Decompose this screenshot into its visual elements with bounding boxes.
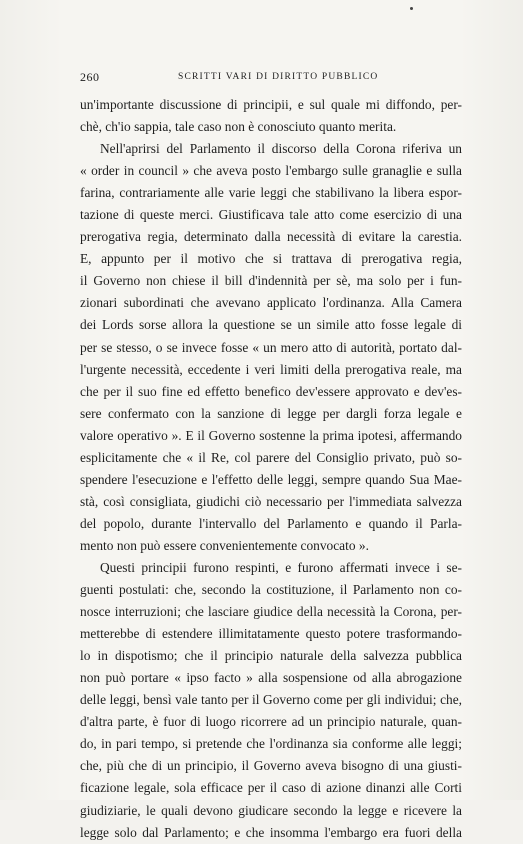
text-line: spendere l'esecuzione e l'effetto delle leggi, sempre quando Sua Mae- — [80, 471, 462, 487]
text-line: do, in pari tempo, si pretende che l'ordinanza sia conforme alle leggi; — [80, 736, 462, 752]
text-line: che per il suo fine ed effetto benefico dev'essere approvato e dev'es- — [80, 383, 462, 399]
text-line: delle leggi, bensì vale tanto per il Governo come per gli individui; che, — [80, 692, 462, 708]
text-line: l'urgente necessità, eccedente i veri limiti della prerogativa reale, ma — [80, 361, 462, 377]
text-line: sere confermato con la sanzione di legge per dargli forza legale e — [80, 405, 462, 421]
page-header — [80, 70, 460, 86]
text-line: del popolo, durante l'intervallo del Parlamento e quando il Parla- — [80, 515, 462, 531]
text-line: stà, così consigliata, giudichi ciò necessario per l'immediata salvezza — [80, 493, 462, 509]
print-speck — [410, 7, 413, 10]
text-line: il Governo non chiese il bill d'indennità per sè, ma solo per i fun- — [80, 273, 462, 289]
text-line: d'altra parte, è fuor di luogo ricorrere ad un principio naturale, quan- — [80, 714, 462, 730]
text-line: giudiziarie, le quali devono giudicare secondo la legge e ricevere la — [80, 802, 462, 818]
text-line: esplicitamente che « il Re, col parere del Consiglio privato, può so- — [80, 449, 462, 465]
paragraph — [80, 138, 462, 557]
text-line: un'importante discussione di principii, e sul quale mi diffondo, per- — [80, 97, 462, 112]
paragraph — [80, 557, 462, 844]
text-line: nosce interruzioni; che lasciare giudice della necessità la Corona, per- — [80, 604, 462, 620]
paragraph — [80, 94, 462, 138]
running-title: SCRITTI VARI DI DIRITTO PUBBLICO — [178, 72, 379, 82]
text-line: farina, contrariamente alle varie leggi che stabilivano la libera espor- — [80, 185, 462, 201]
text-line: ficazione legale, sola efficace per il caso di azione dinanzi alle Corti — [80, 780, 462, 796]
text-line: « order in council » che aveva posto l'embargo sulle granaglie e sulla — [80, 163, 462, 179]
text-line: per se stesso, o se invece fosse « un mero atto di autorità, portato dal- — [80, 339, 462, 355]
text-line: Nell'aprirsi del Parlamento il discorso della Corona riferiva un — [100, 141, 462, 157]
text-line: Questi principii furono respinti, e furono affermati invece i se- — [100, 559, 462, 575]
text-line: lo in dispotismo; che il principio naturale della salvezza pubblica — [80, 648, 462, 664]
text-line: prerogativa regia, determinato dalla necessità di evitare la carestia. — [80, 229, 462, 245]
page-number: 260 — [80, 70, 100, 84]
text-line: valore operativo ». E il Governo sostenne la prima ipotesi, affermando — [80, 427, 462, 443]
text-line: chè, ch'io sappia, tale caso non è conosciuto quanto merita. — [80, 119, 397, 135]
text-line: metterebbe di estendere illimitatamente questo potere trasformando- — [80, 626, 462, 642]
text-line: mento non può essere convenientemente convocato ». — [80, 537, 369, 553]
text-line: legge solo dal Parlamento; e che insomma l'embargo era fuori della — [80, 824, 462, 840]
text-line: che, più che di un principio, il Governo aveva bisogno di una giusti- — [80, 758, 462, 774]
text-line: guenti postulati: che, secondo la costituzione, il Parlamento non co- — [80, 582, 462, 598]
text-line: non può portare « ipso facto » alla sospensione od alla abrogazione — [80, 670, 462, 686]
text-line: dei Lords sorse allora la questione se un simile atto fosse legale di — [80, 317, 462, 333]
text-line: E, appunto per il motivo che si trattava di prerogativa regia, — [80, 251, 462, 267]
text-line: zionari subordinati che avevano applicato l'ordinanza. Alla Camera — [80, 295, 462, 311]
text-line: tazione di queste merci. Giustificava tale atto come esercizio di una — [80, 207, 462, 223]
body-text — [80, 94, 462, 844]
